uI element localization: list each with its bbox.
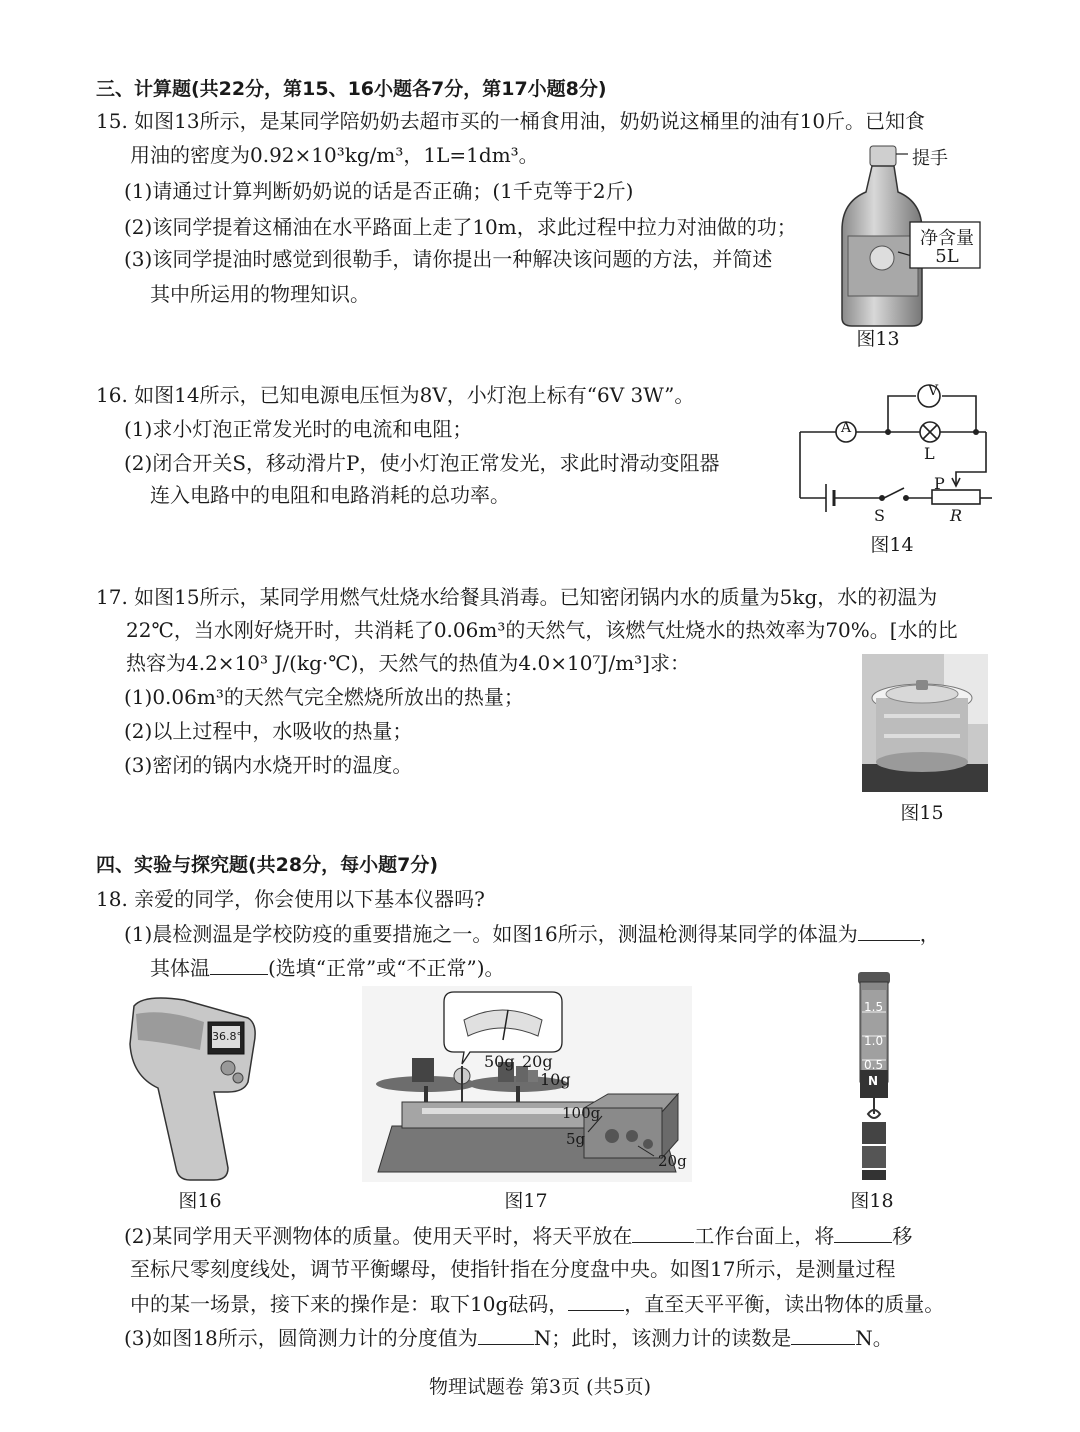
figure-16-caption: 图16 [178,1190,222,1212]
scale-tick-1-0: 1.0 [864,1034,884,1048]
q18-part-2 [124,1220,912,1251]
answer-blank-reading[interactable] [791,1322,855,1345]
section-3-title: 三、计算题(共22分，第15、16小题各7分，第17小题8分) [96,78,607,100]
weight-20g-label: 20g [522,1052,553,1071]
scale-tick-0-5: 0.5 [864,1058,884,1072]
q16-line-1: 16. 如图14所示，已知电源电压恒为8V，小灯泡上标有“6V 3W”。 [96,383,695,407]
figure-13-caption: 图13 [856,328,900,350]
q18-part-1-cont [150,952,505,983]
q18-part-2-end: 移 [892,1224,913,1248]
scale-tick-1-5: 1.5 [864,1000,884,1014]
section-4-title: 四、实验与探究题(共28分，每小题7分) [96,854,439,876]
q17-line-2: 22℃，当水刚好烧开时，共消耗了0.06m³的天然气，该燃气灶烧水的热效率为70%。[水的比 [126,618,958,642]
figure-18-caption: 图18 [850,1190,894,1212]
thermometer-gun-figure [124,992,264,1182]
q18-line-1: 18. 亲爱的同学，你会使用以下基本仪器吗? [96,887,485,911]
answer-blank-surface[interactable] [632,1220,694,1243]
answer-blank-next-step[interactable] [568,1288,624,1311]
figure-14-caption: 图14 [870,534,914,556]
weight-50g-label: 50g [484,1052,515,1071]
q18-part-2-line-3 [130,1288,944,1319]
q18-part-2-line-3-post: ，直至天平平衡，读出物体的质量。 [624,1292,945,1316]
answer-blank-rider[interactable] [834,1220,892,1243]
thermometer-reading: 36.8° [212,1030,242,1043]
ammeter-symbol: A [840,420,852,436]
lamp-label: L [924,444,935,463]
voltmeter-symbol: V [927,383,939,399]
q18-part-1-text: (1)晨检测温是学校防疫的重要措施之一。如图16所示，测温枪测得某同学的体温为 [124,922,858,946]
answer-blank-temperature[interactable] [858,918,920,941]
q18-part-1-comma: ， [919,922,940,946]
box-5g-label: 5g [566,1130,586,1148]
q18-part-2-pre: (2)某同学用天平测物体的质量。使用天平时，将天平放在 [124,1224,633,1248]
switch-label: S [874,506,885,525]
q18-part-1 [124,918,940,949]
q18-part-3 [124,1322,893,1353]
box-100g-label: 100g [562,1104,601,1122]
rheostat-label: R [950,506,963,525]
q17-part-1: (1)0.06m³的天然气完全燃烧所放出的热量； [124,685,524,709]
balance-figure [362,986,692,1182]
circuit-diagram [796,374,996,528]
q18-part-1-cont-post: (选填“正常”或“不正常”)。 [268,956,505,980]
weight-10g-label: 10g [540,1070,571,1089]
q15-line-2: 用油的密度为0.92×10³kg/m³，1L=1dm³。 [130,143,539,167]
q18-part-2-line-2: 至标尺零刻度线处，调节平衡螺母，使指针指在分度盘中央。如图17所示，是测量过程 [130,1257,896,1281]
q17-part-3: (3)密闭的锅内水烧开时的温度。 [124,753,413,777]
q16-part-2: (2)闭合开关S，移动滑片P，使小灯泡正常发光，求此时滑动变阻器 [124,451,720,475]
q16-part-1: (1)求小灯泡正常发光时的电流和电阻； [124,417,473,441]
q15-part-3: (3)该同学提油时感觉到很勒手，请你提出一种解决该问题的方法，并简述 [124,247,773,271]
page-footer: 物理试题卷 第3页 (共5页) [428,1376,652,1398]
q15-part-3-cont: 其中所运用的物理知识。 [150,282,370,306]
net-content-value: 5L [935,246,959,267]
q15-part-1: (1)请通过计算判断奶奶说的话是否正确；(1千克等于2斤) [124,179,634,203]
answer-blank-normal[interactable] [210,952,268,975]
q16-part-2-cont: 连入电路中的电阻和电路消耗的总功率。 [150,483,510,507]
q18-part-3-mid: N；此时，该测力计的读数是 [533,1326,792,1350]
q18-part-3-pre: (3)如图18所示，圆筒测力计的分度值为 [124,1326,478,1350]
q17-part-2: (2)以上过程中，水吸收的热量； [124,719,413,743]
slider-label: P [934,474,945,493]
q17-line-3: 热容为4.2×10³ J/(kg·℃)，天然气的热值为4.0×10⁷J/m³]求： [126,651,690,675]
q18-part-2-line-3-pre: 中的某一场景，接下来的操作是：取下10g砝码， [130,1292,569,1316]
box-20g-label: 20g [658,1152,687,1170]
handle-label: 提手 [912,148,948,169]
q17-line-1: 17. 如图15所示，某同学用燃气灶烧水给餐具消毒。已知密闭锅内水的质量为5kg，水的初温为 [96,585,938,609]
q15-line-1: 15. 如图13所示，是某同学陪奶奶去超市买的一桶食用油，奶奶说这桶里的油有10斤。已知食 [96,109,926,133]
net-content-label: 净含量 [920,228,974,249]
q18-part-3-end: N。 [855,1326,893,1350]
pot-photo [862,654,988,792]
figure-15-caption: 图15 [900,802,944,824]
scale-unit: N [868,1074,879,1088]
answer-blank-division[interactable] [478,1322,534,1345]
q15-part-2: (2)该同学提着这桶油在水平路面上走了10m，求此过程中拉力对油做的功； [124,215,797,239]
figure-17-caption: 图17 [504,1190,548,1212]
q18-part-2-mid: 工作台面上，将 [694,1224,835,1248]
q18-part-1-cont-pre: 其体温 [150,956,210,980]
